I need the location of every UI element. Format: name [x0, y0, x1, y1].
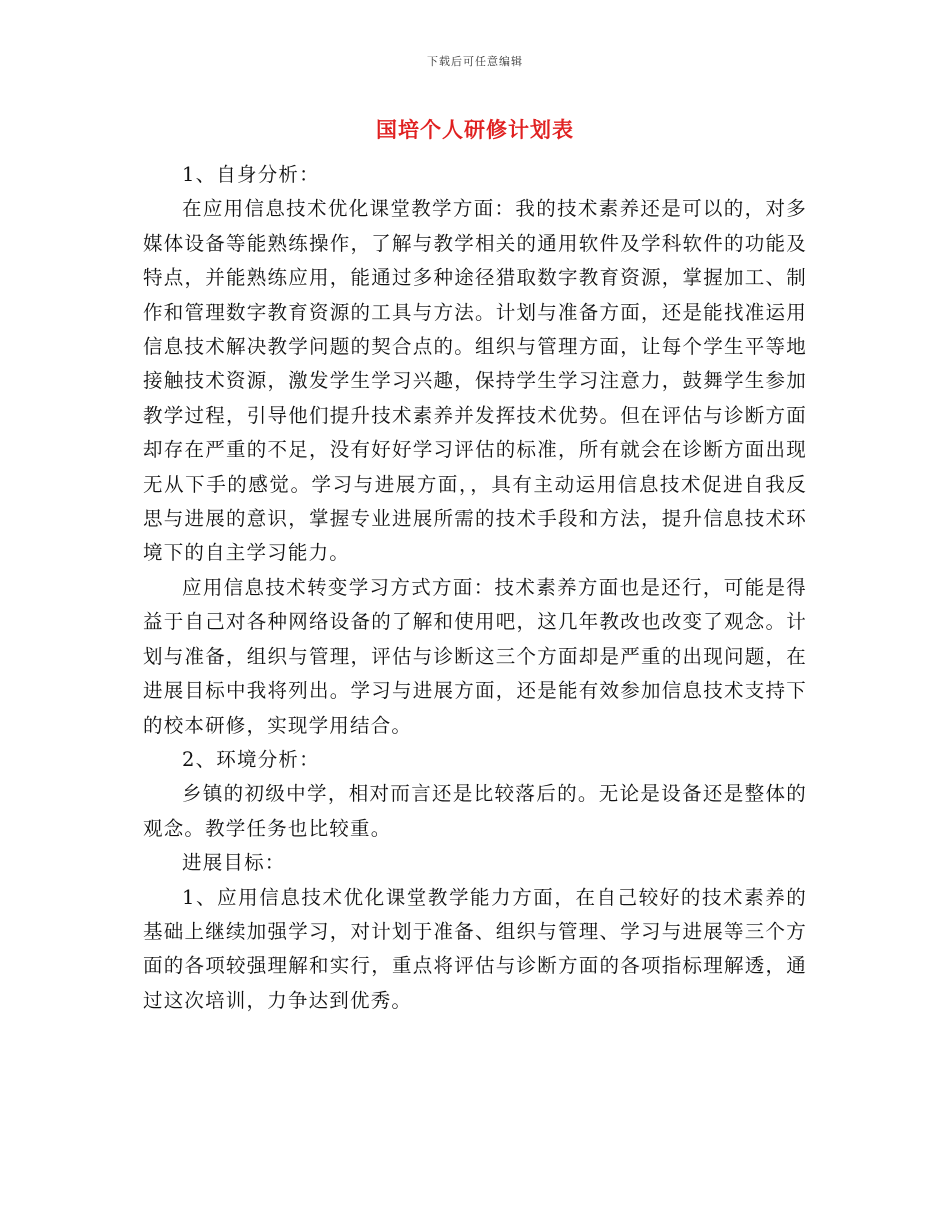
paragraph-classroom-optimization: 在应用信息技术优化课堂教学方面：我的技术素养还是可以的，对多媒体设备等能熟练操作，了解与教学相关的通用软件及学科软件的功能及特点，并能熟练应用，能通过多种途径猎取数字教育资源，掌握加工、制作和管理数字教育资源的工具与方法。计划与准备方面，还是能找准运用信息技术解决教学问题的契合点的。组织与管理方面，让每个学生平等地接触技术资源，激发学生学习兴趣，保持学生学习注意力，鼓舞学生参加教学过程，引导他们提升技术素养并发挥技术优势。但在评估与诊断方面却存在严重的不足，没有好好学习评估的标准，所有就会在诊断方面出现无从下手的感觉。学习与进展方面，，具有主动运用信息技术促进自我反思与进展的意识，掌握专业进展所需的技术手段和方法，提升信息技术环境下的自主学习能力。	[143, 197, 807, 565]
paragraph-learning-transformation: 应用信息技术转变学习方式方面：技术素养方面也是还行，可能是得益于自己对各种网络设备的了解和使用吧，这几年教改也改变了观念。计划与准备，组织与管理，评估与诊断这三个方面却是严重的出现问题，在进展目标中我将列出。学习与进展方面，还是能有效参加信息技术支持下的校本研修，实现学用结合。	[143, 575, 807, 737]
document-body	[143, 158, 807, 1018]
paragraph-goal-one: 1、应用信息技术优化课堂教学能力方面，在自己较好的技术素养的基础上继续加强学习，对计划于准备、组织与管理、学习与进展等三个方面的各项较强理解和实行，重点将评估与诊断方面的各项指标理解透，通过这次培训，力争达到优秀。	[143, 885, 807, 1012]
paragraph-environment-heading: 2、环境分析：	[182, 747, 320, 771]
paragraph-goals-heading: 进展目标：	[182, 851, 286, 875]
header-note: 下载后可任意编辑	[427, 55, 523, 68]
paragraph-self-analysis-heading: 1、自身分析：	[182, 163, 320, 186]
paragraph-environment-analysis: 乡镇的初级中学，相对而言还是比较落后的。无论是设备还是整体的观念。教学任务也比较重。	[143, 782, 807, 840]
document-title: 国培个人研修计划表	[376, 117, 574, 142]
